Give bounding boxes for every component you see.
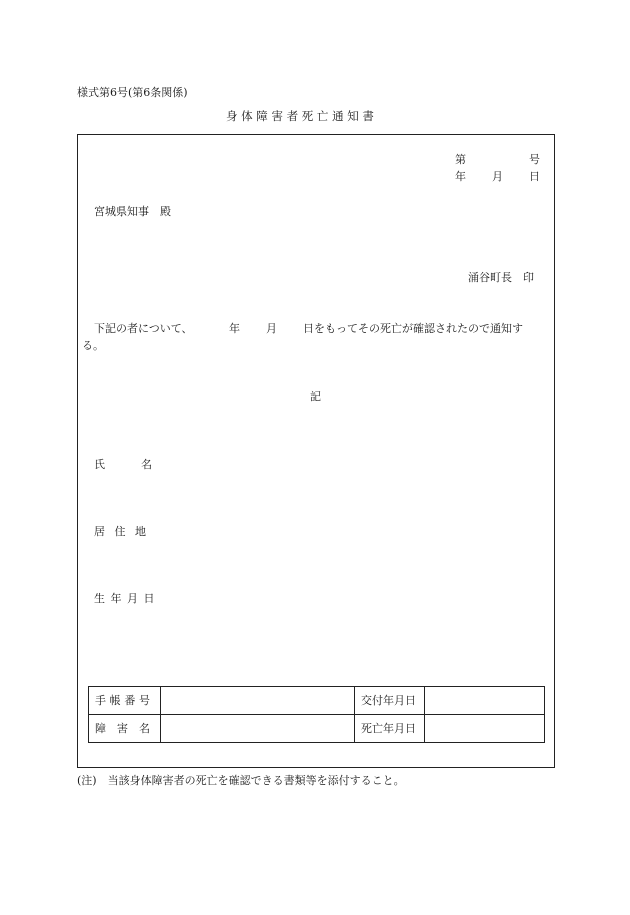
doc-date-day: 日 <box>529 170 540 183</box>
ki-heading: 記 <box>310 390 321 403</box>
doc-date-month: 月 <box>492 170 503 183</box>
death-date-value[interactable] <box>425 715 545 743</box>
table-row <box>89 715 545 743</box>
handbook-number-value[interactable] <box>161 687 355 715</box>
notice-text-3: る。 <box>82 339 104 352</box>
doc-date-year: 年 <box>455 170 466 183</box>
field-birthdate-label: 生 年 月 日 <box>94 592 155 605</box>
document-title: 身 体 障 害 者 死 亡 通 知 書 <box>226 109 374 123</box>
notice-text-1: 下記の者について、 <box>94 322 193 335</box>
form-frame <box>77 134 555 768</box>
form-number: 様式第6号(第6条関係) <box>77 86 188 99</box>
disability-name-label: 障 害 名 <box>89 715 161 743</box>
footnote: (注) 当該身体障害者の死亡を確認できる書類等を添付すること。 <box>77 774 405 787</box>
disability-name-value[interactable] <box>161 715 355 743</box>
issue-date-value[interactable] <box>425 687 545 715</box>
info-table <box>88 686 545 743</box>
addressee: 宮城県知事 殿 <box>94 205 171 218</box>
notice-month: 月 <box>266 322 277 335</box>
notice-text-2: 日をもってその死亡が確認されたので通知す <box>303 322 523 335</box>
handbook-number-label: 手 帳 番 号 <box>89 687 161 715</box>
issue-date-label: 交付年月日 <box>355 687 425 715</box>
doc-number-suffix: 号 <box>529 153 540 166</box>
notice-year: 年 <box>229 322 240 335</box>
doc-number-prefix: 第 <box>455 153 466 166</box>
field-name-label-2: 名 <box>141 458 152 471</box>
death-date-label: 死亡年月日 <box>355 715 425 743</box>
field-address-label: 居 住 地 <box>94 525 146 538</box>
field-name-label-1: 氏 <box>94 458 105 471</box>
table-row <box>89 687 545 715</box>
issuer-seal: 涌谷町長 印 <box>468 271 534 284</box>
